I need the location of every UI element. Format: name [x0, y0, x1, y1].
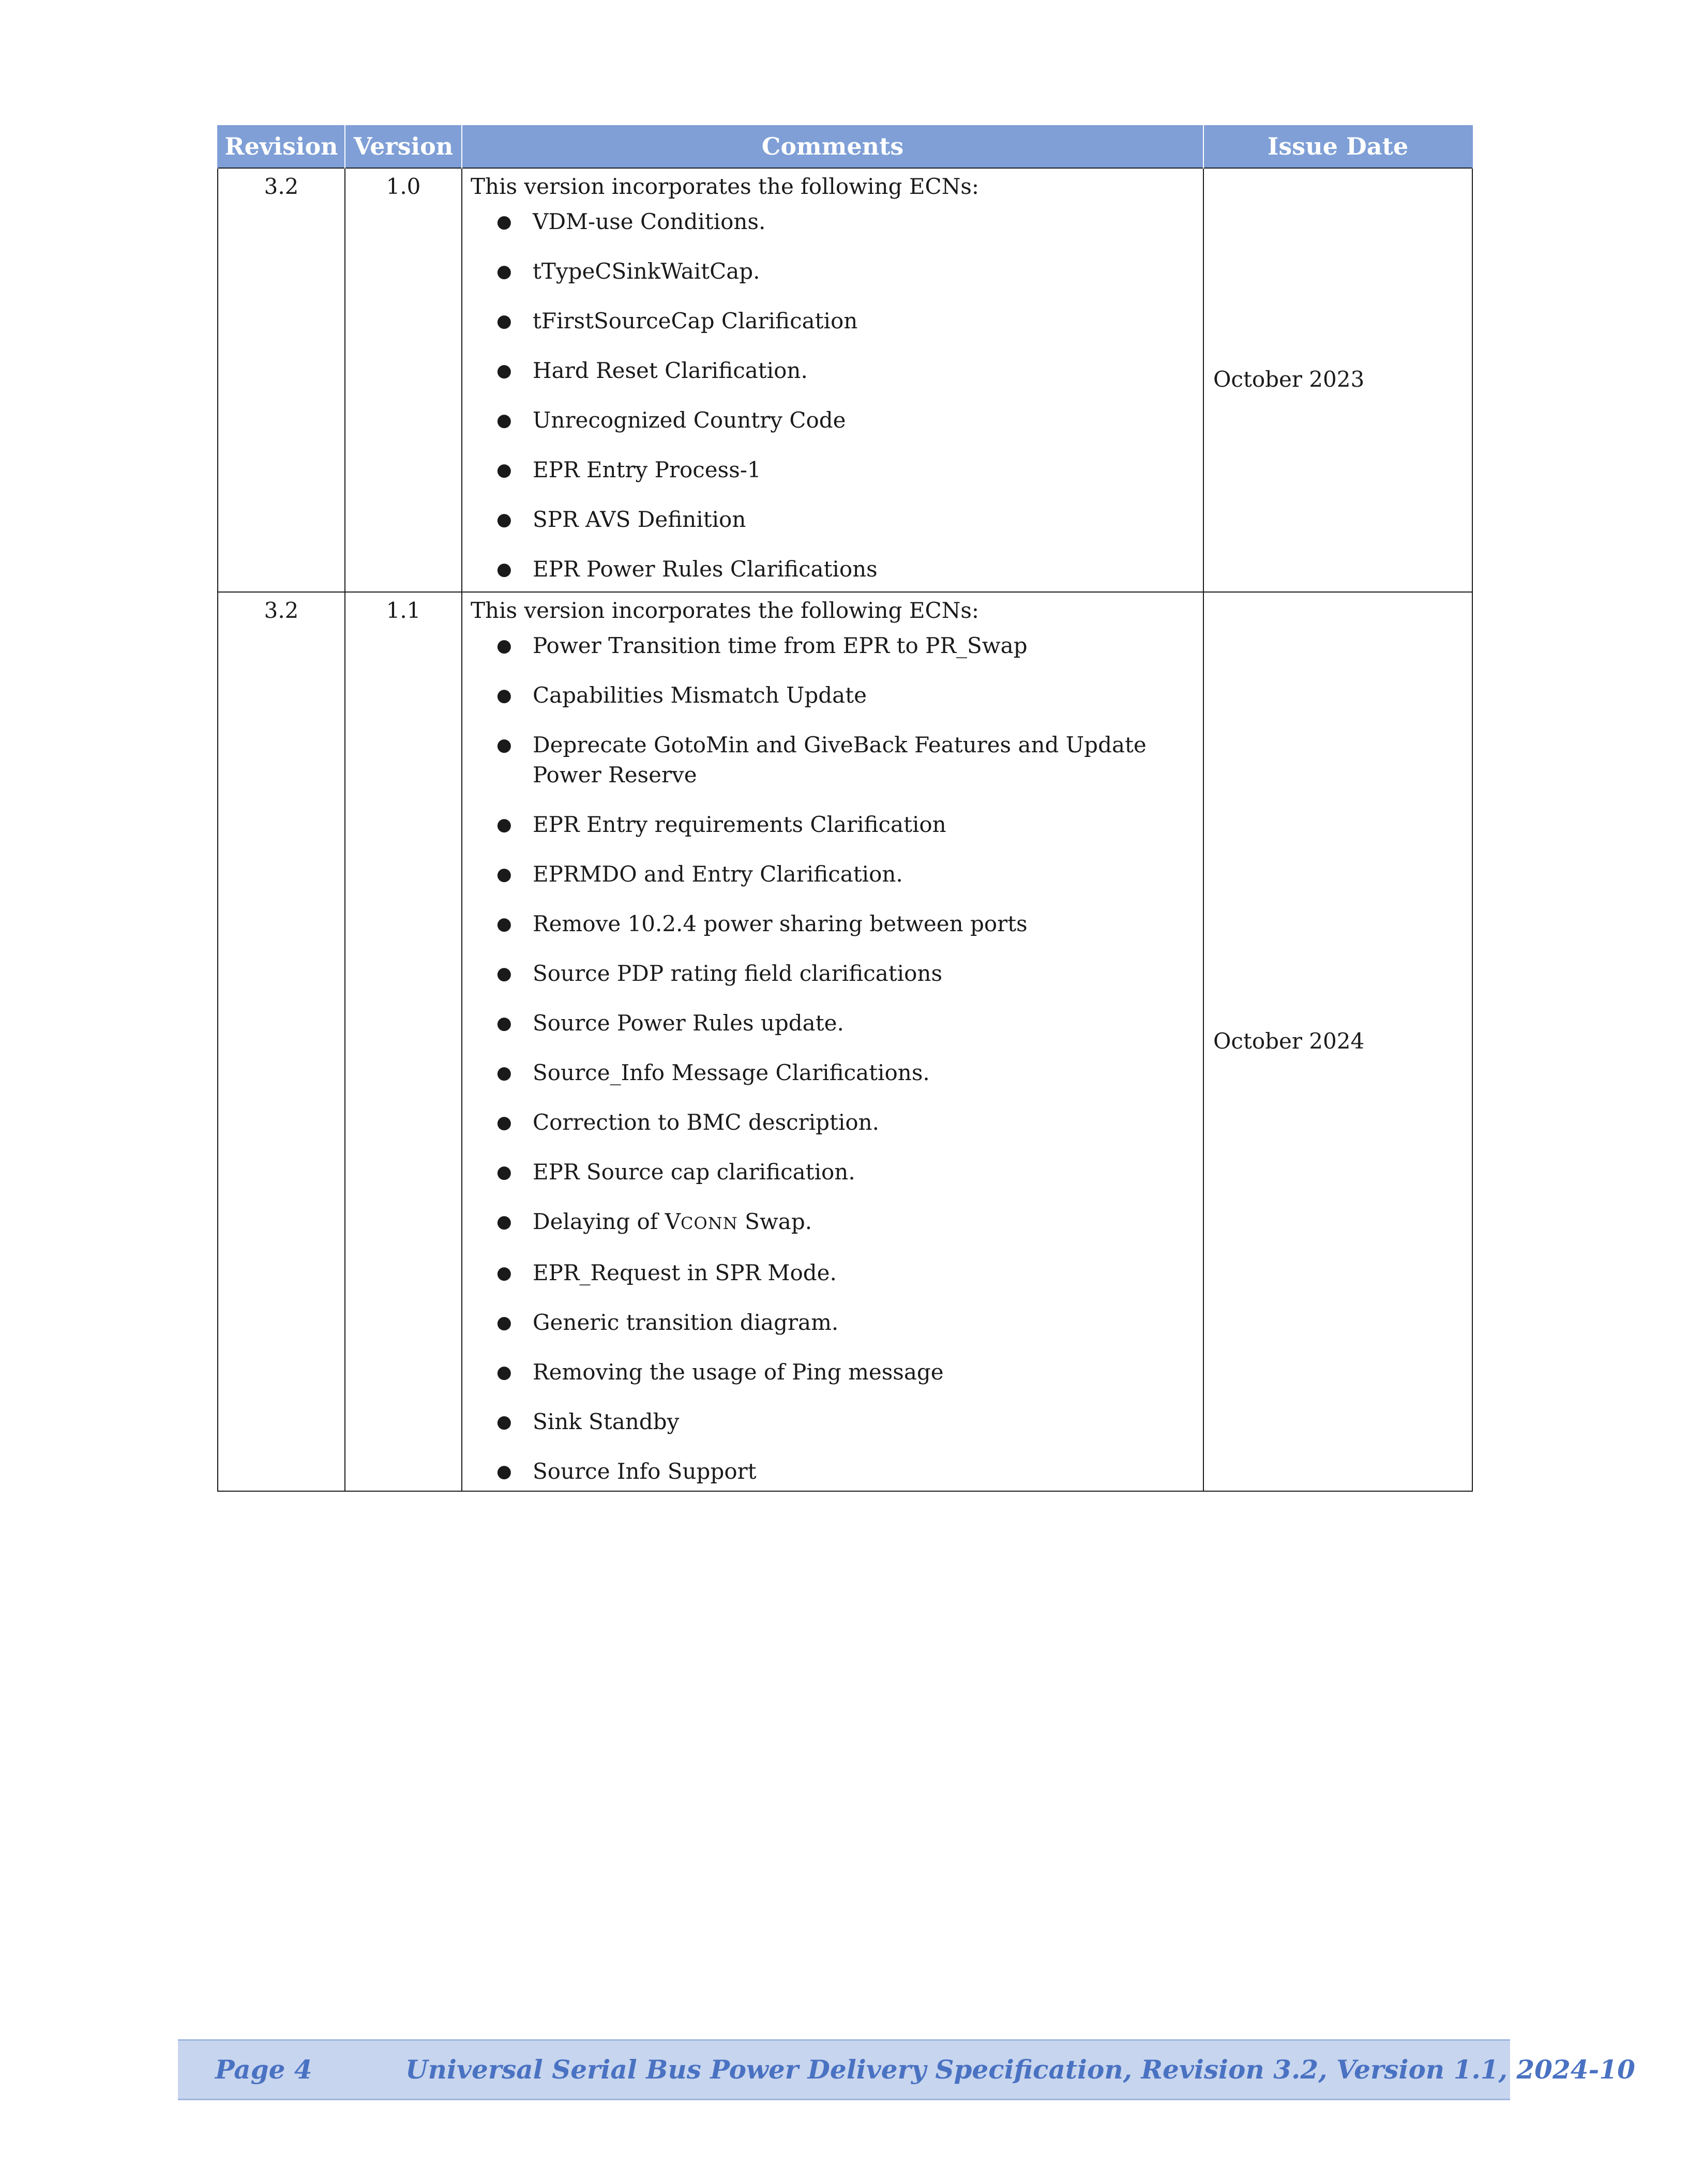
bullet-icon: ●	[496, 460, 512, 480]
header-comments: Comments	[462, 125, 1203, 168]
bullet-icon: ●	[496, 1063, 512, 1083]
bullet-icon: ●	[496, 1162, 512, 1182]
page-number: Page 4	[215, 2054, 312, 2085]
bullet-icon: ●	[496, 1263, 512, 1283]
list-item: ● Power Transition time from EPR to PR_Swap	[471, 631, 1195, 661]
comments-intro: This version incorporates the following ECNs:	[471, 174, 979, 199]
bullet-icon: ●	[496, 1412, 512, 1432]
version-cell: 1.0	[345, 168, 462, 592]
list-item: ● Unrecognized Country Code	[471, 405, 1195, 435]
bullet-icon: ●	[496, 814, 512, 835]
list-item: ● EPRMDO and Entry Clarification.	[471, 859, 1195, 889]
list-item: ● Source_Info Message Clarifications.	[471, 1058, 1195, 1088]
list-item: ● Source Power Rules update.	[471, 1008, 1195, 1038]
page-footer	[178, 2039, 1635, 2100]
table-row	[218, 168, 1472, 592]
revision-history-table	[217, 125, 1473, 1492]
issue-date-cell: October 2024	[1203, 592, 1472, 1491]
list-item: ● EPR Entry Process-1	[471, 455, 1195, 485]
bullet-icon: ●	[496, 509, 512, 530]
list-item: ● tTypeCSinkWaitCap.	[471, 256, 1195, 286]
list-item: ● Correction to BMC description.	[471, 1108, 1195, 1138]
issue-date-cell: October 2023	[1203, 168, 1472, 592]
list-item: ● Deprecate GotoMin and GiveBack Features and Update Power Reserve	[471, 730, 1195, 790]
bullet-icon: ●	[496, 864, 512, 885]
list-item: ● Remove 10.2.4 power sharing between ports	[471, 909, 1195, 939]
version-cell: 1.1	[345, 592, 462, 1491]
ecn-list	[471, 207, 1195, 584]
list-item: ● tFirstSourceCap Clarification	[471, 306, 1195, 336]
comments-cell	[462, 592, 1203, 1491]
bullet-icon: ●	[496, 1211, 512, 1232]
list-item: ● Hard Reset Clarification.	[471, 356, 1195, 386]
list-item: ● Generic transition diagram.	[471, 1308, 1195, 1338]
list-item: ● SPR AVS Definition	[471, 505, 1195, 535]
comments-intro: This version incorporates the following ECNs:	[471, 598, 979, 623]
bullet-icon: ●	[496, 211, 512, 232]
bullet-icon: ●	[496, 735, 512, 755]
list-item: ● EPR Power Rules Clarifications	[471, 554, 1195, 584]
bullet-icon: ●	[496, 635, 512, 656]
revision-cell: 3.2	[218, 592, 345, 1491]
list-item: ● Delaying of VCONN Swap.	[471, 1207, 1195, 1238]
bullet-icon: ●	[496, 410, 512, 431]
bullet-icon: ●	[496, 1362, 512, 1383]
bullet-icon: ●	[496, 1461, 512, 1482]
revision-cell: 3.2	[218, 168, 345, 592]
bullet-icon: ●	[496, 559, 512, 580]
list-item: ● EPR Source cap clarification.	[471, 1157, 1195, 1187]
bullet-icon: ●	[496, 1312, 512, 1333]
list-item: ● Removing the usage of Ping message	[471, 1357, 1195, 1387]
list-item: ● EPR_Request in SPR Mode.	[471, 1258, 1195, 1288]
header-issue-date: Issue Date	[1203, 125, 1472, 168]
comments-cell	[462, 168, 1203, 592]
bullet-icon: ●	[496, 1013, 512, 1034]
list-item: ● VDM-use Conditions.	[471, 207, 1195, 237]
document-title: Universal Serial Bus Power Delivery Specification, Revision 3.2, Version 1.1, 2024-10	[405, 2054, 1635, 2085]
header-revision: Revision	[218, 125, 345, 168]
list-item: ● Source PDP rating field clarifications	[471, 959, 1195, 989]
list-item: ● EPR Entry requirements Clarification	[471, 810, 1195, 840]
table-header-row	[218, 125, 1472, 168]
list-item: ● Sink Standby	[471, 1407, 1195, 1437]
header-version: Version	[345, 125, 462, 168]
bullet-icon: ●	[496, 311, 512, 331]
bullet-icon: ●	[496, 963, 512, 984]
bullet-icon: ●	[496, 685, 512, 706]
bullet-icon: ●	[496, 360, 512, 381]
list-item: ● Source Info Support	[471, 1457, 1195, 1487]
ecn-list	[471, 631, 1195, 1487]
list-item: ● Capabilities Mismatch Update	[471, 680, 1195, 710]
bullet-icon: ●	[496, 261, 512, 282]
bullet-icon: ●	[496, 914, 512, 934]
table-row	[218, 592, 1472, 1491]
bullet-icon: ●	[496, 1112, 512, 1133]
